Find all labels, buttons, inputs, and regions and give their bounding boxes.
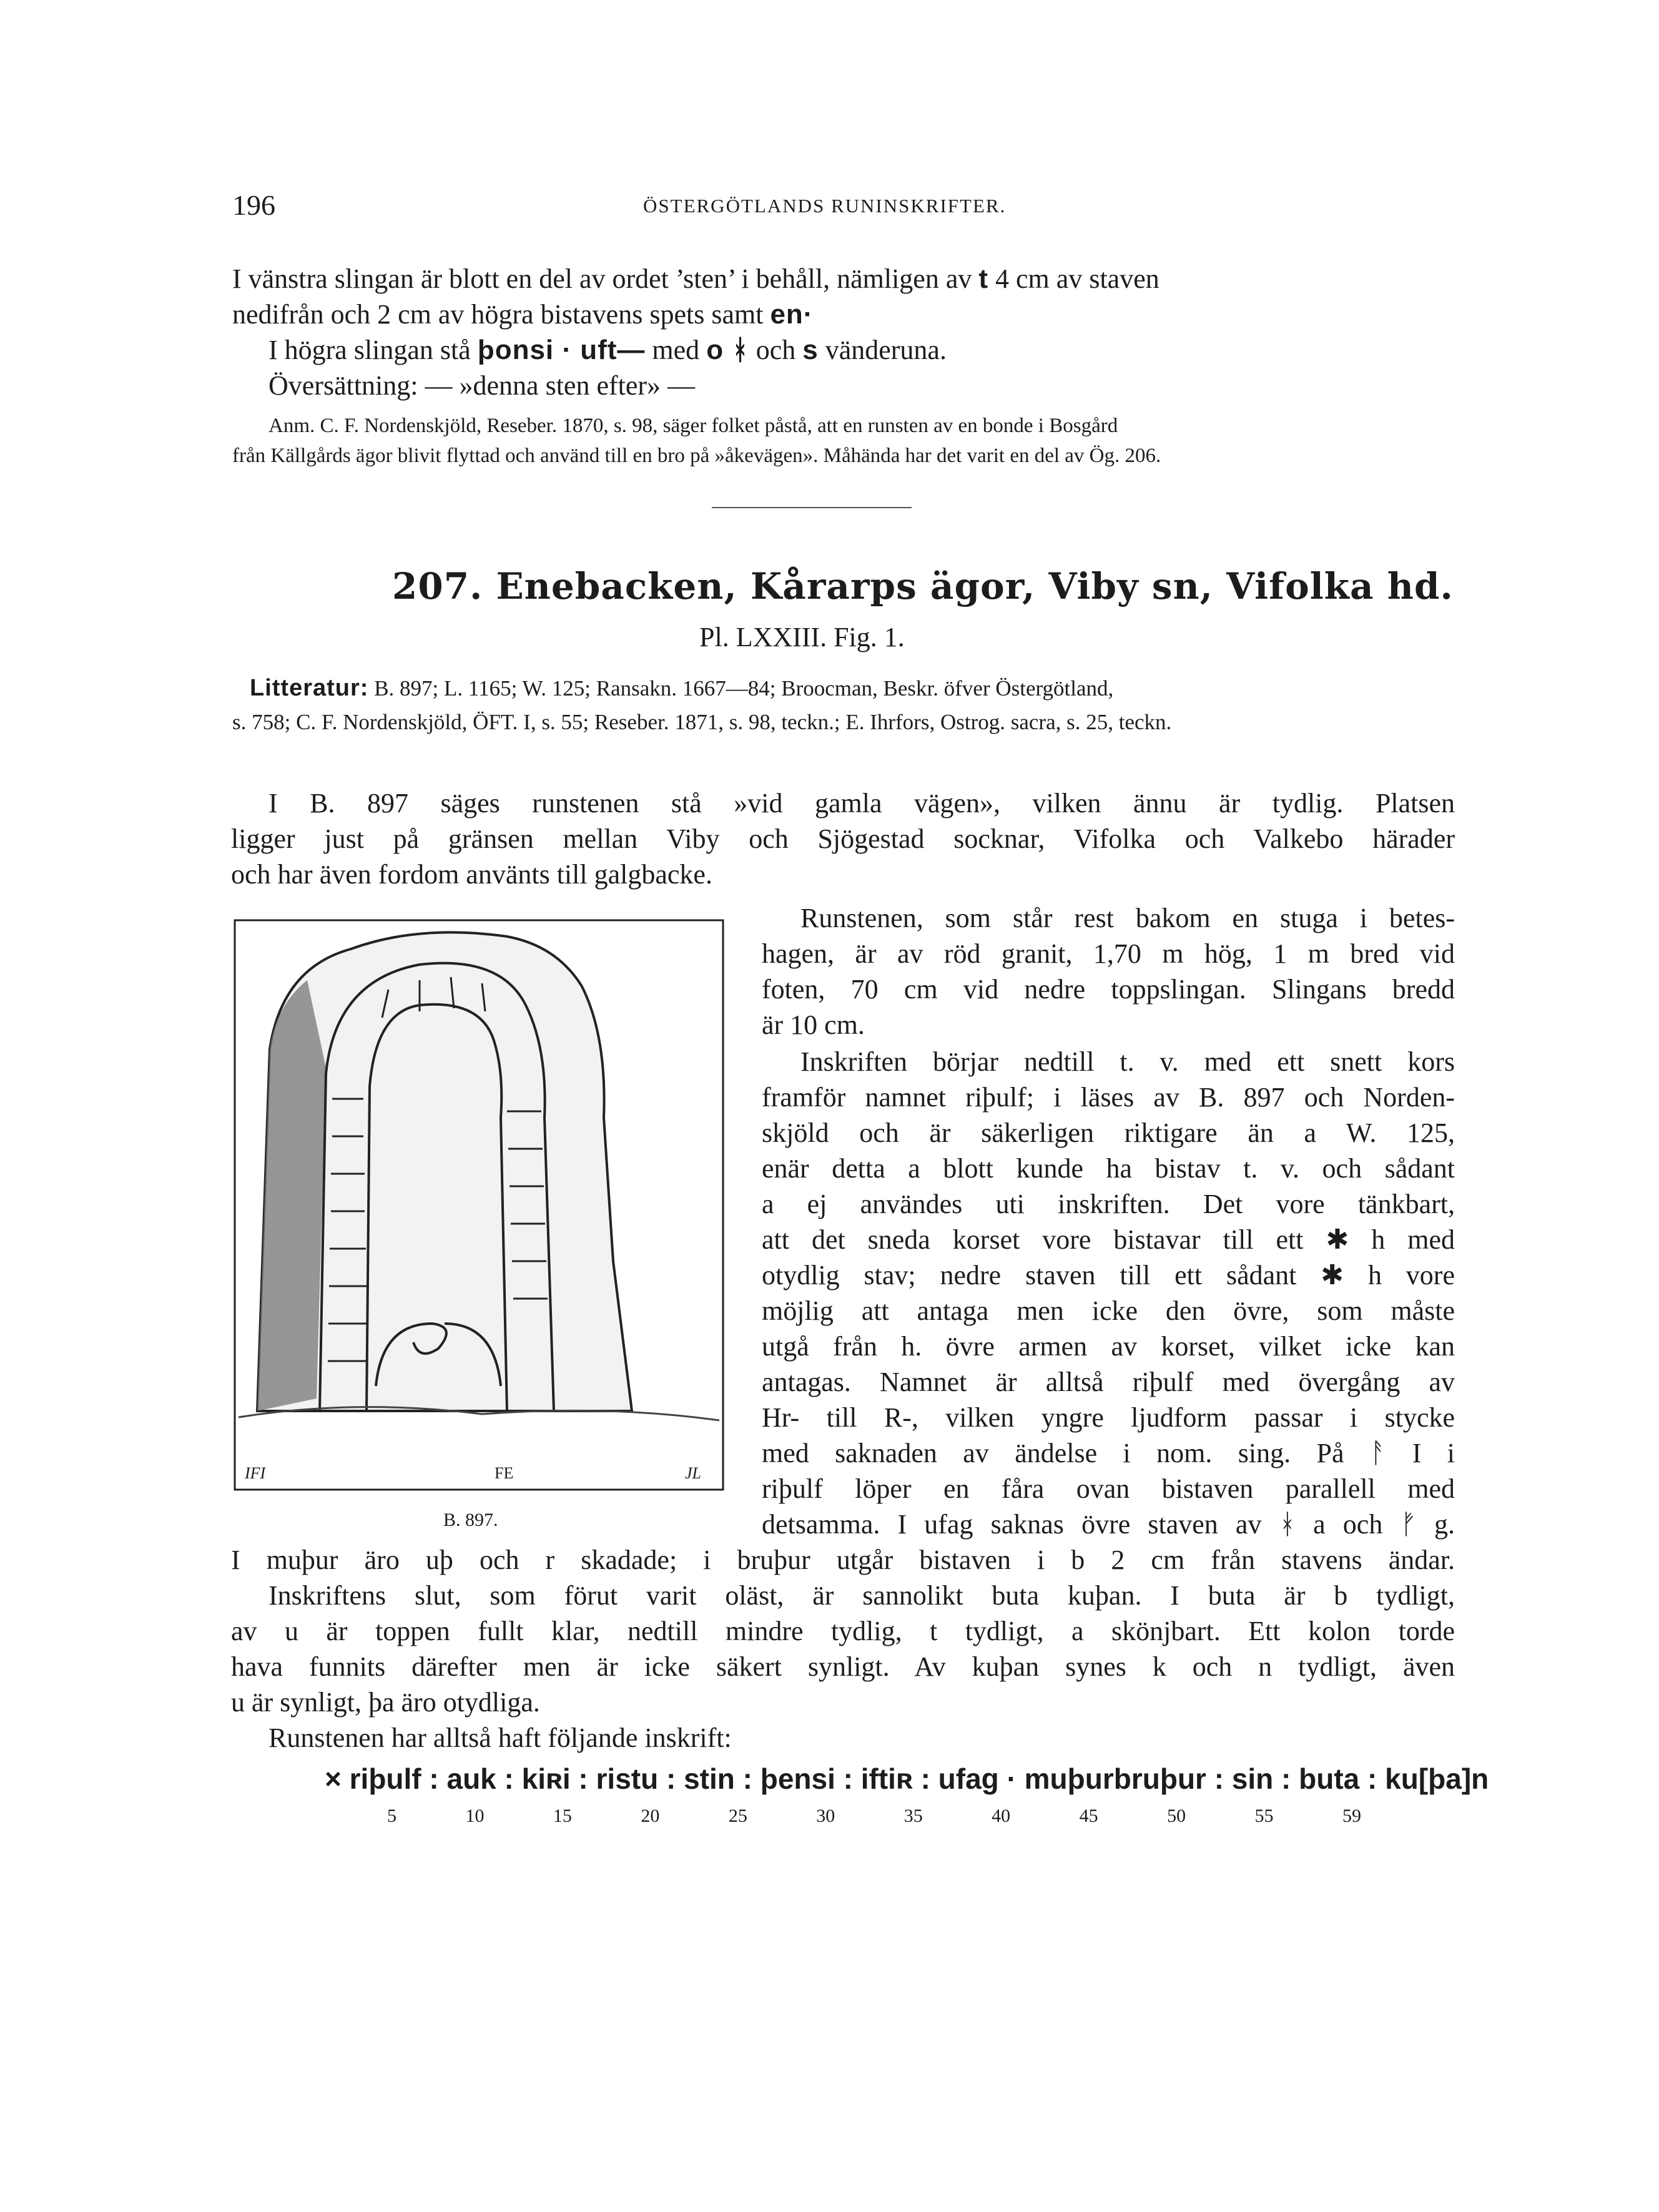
body-p2-line-2: foten, 70 cm vid nedre toppslingan. Slingans bredd — [762, 974, 1455, 1005]
body-p1-line-2: och har även fordom använts till galgbacke. — [231, 859, 712, 890]
rune-number: 40 — [992, 1806, 1011, 1826]
inscription-numbering — [387, 1806, 1361, 1831]
rune-number: 5 — [387, 1806, 396, 1826]
plate-reference: Pl. LXXIII. Fig. 1. — [699, 622, 905, 652]
body-p3-line-0: Inskriften börjar nedtill t. v. med ett snett kors — [800, 1046, 1455, 1077]
section-title: 207. Enebacken, Kårarps ägor, Viby sn, Vifolka hd. — [392, 565, 1454, 607]
section-divider — [712, 507, 912, 508]
body-p3-line-2: skjöld och är säkerligen riktigare än a W. 125, — [762, 1118, 1455, 1148]
body-p3-line-7: möjlig att antaga men icke den övre, som måste — [762, 1295, 1455, 1326]
body-p5-line-3: u är synligt, þa äro otydliga. — [231, 1687, 540, 1718]
body-p3-line-10: Hr- till R-, vilken yngre ljudform passar i stycke — [762, 1402, 1455, 1433]
body-p3-line-5: att det sneda korset vore bistavar till ett ✱ h med — [762, 1224, 1455, 1255]
body-p5-line-0: Inskriftens slut, som förut varit oläst, är sannolikt buta kuþan. I buta är b tydligt, — [268, 1580, 1455, 1611]
intro-line-2: nedifrån och 2 cm av högra bistavens spets samt en· — [232, 299, 814, 330]
figure-label-left: IFI — [245, 1464, 266, 1482]
body-p3-line-3: enär detta a blott kunde ha bistav t. v. och sådant — [762, 1153, 1455, 1184]
intro-line-3: I högra slingan stå þonsi · uft— med o ᚼ och s vänderuna. — [268, 335, 947, 365]
body-p3-line-9: antagas. Namnet är alltså riþulf med övergång av — [762, 1367, 1455, 1397]
intro-line-1: I vänstra slingan är blott en del av ordet ’sten’ i behåll, nämligen av t 4 cm av staven — [232, 263, 1159, 294]
body-p3-line-4: a ej användes uti inskriften. Det vore tänkbart, — [762, 1189, 1455, 1219]
runestone-figure — [232, 912, 727, 1505]
rune-number: 25 — [728, 1806, 747, 1826]
rune-number: 55 — [1254, 1806, 1274, 1826]
figure-label-mid: FE — [495, 1464, 514, 1482]
body-p3-line-12: riþulf löper en fåra ovan bistaven parallell med — [762, 1473, 1455, 1504]
body-p2-line-1: hagen, är av röd granit, 1,70 m hög, 1 m bred vid — [762, 938, 1455, 969]
figure-label-right: JL — [685, 1464, 701, 1482]
body-p5-line-2: hava funnits därefter men är icke säkert synligt. Av kuþan synes k och n tydligt, även — [231, 1651, 1455, 1682]
rune-number: 35 — [903, 1806, 923, 1826]
rune-number: 20 — [641, 1806, 660, 1826]
body-p5-line-4: Runstenen har alltså haft följande inskrift: — [268, 1723, 732, 1753]
body-p2-line-3: är 10 cm. — [762, 1010, 865, 1040]
figure-caption: B. 897. — [443, 1510, 498, 1530]
body-p2-line-0: Runstenen, som står rest bakom en stuga i betes- — [800, 903, 1455, 933]
anm-line-1: Anm. C. F. Nordenskjöld, Reseber. 1870, s. 98, säger folket påstå, att en runsten av en bonde i Bosgård — [268, 415, 1118, 437]
body-p3-line-8: utgå från h. övre armen av korset, vilket icke kan — [762, 1331, 1455, 1362]
body-p5-line-1: av u är toppen fullt klar, nedtill mindre tydlig, t tydligt, a skönjbart. Ett kolon torde — [231, 1616, 1455, 1646]
inscription-transliteration: × riþulf : auk : kiʀi : ristu : stin : þensi : iftiʀ : ufag · muþurbruþur : sin : buta : ku[þa]n — [325, 1762, 1489, 1795]
body-p3-line-13: detsamma. I ufag saknas övre staven av ᚼ a och ᚠ g. — [762, 1509, 1455, 1540]
anm-line-2: från Källgårds ägor blivit flyttad och använd till en bro på »åkevägen». Måhända har det varit en del av Ög. 206. — [232, 445, 1161, 467]
body-p3-line-1: framför namnet riþulf; i läses av B. 897 och Norden- — [762, 1082, 1455, 1113]
body-p4-line-0: I muþur äro uþ och r skadade; i bruþur utgår bistaven i b 2 cm från stavens ändar. — [231, 1545, 1455, 1575]
rune-number: 15 — [553, 1806, 572, 1826]
literature-line-2: s. 758; C. F. Nordenskjöld, ÖFT. I, s. 55; Reseber. 1871, s. 98, teckn.; E. Ihrfors, Ostrog. sacra, s. 25, teckn. — [232, 710, 1172, 734]
rune-number: 30 — [816, 1806, 835, 1826]
body-p3-line-6: otydlig stav; nedre staven till ett sådant ✱ h vore — [762, 1260, 1455, 1290]
rune-number: 45 — [1079, 1806, 1098, 1826]
body-p1-line-0: I B. 897 säges runstenen stå »vid gamla vägen», vilken ännu är tydlig. Platsen — [268, 788, 1455, 818]
runestone-drawing — [232, 912, 727, 1505]
body-p1-line-1: ligger just på gränsen mellan Viby och Sjögestad socknar, Vifolka och Valkebo härader — [231, 823, 1455, 854]
rune-number: 59 — [1342, 1806, 1361, 1826]
body-p3-line-11: med saknaden av ändelse i nom. sing. På ᚨ I i — [762, 1438, 1455, 1468]
page-number: 196 — [232, 189, 275, 221]
literature-line-1: Litteratur: B. 897; L. 1165; W. 125; Ransakn. 1667—84; Broocman, Beskr. öfver Östergötland, — [250, 675, 1114, 701]
intro-line-4: Översättning: — »denna sten efter» — — [268, 370, 696, 401]
running-title: ÖSTERGÖTLANDS RUNINSKRIFTER. — [643, 195, 1007, 217]
rune-number: 50 — [1167, 1806, 1186, 1826]
rune-number: 10 — [465, 1806, 485, 1826]
